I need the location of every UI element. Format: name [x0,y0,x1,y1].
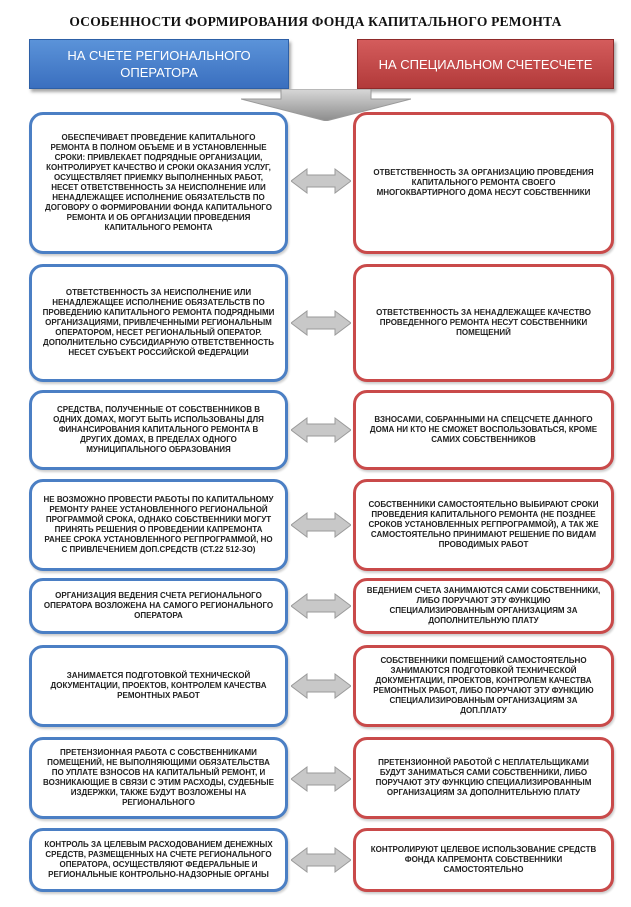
special-account-box-5: ВЕДЕНИЕМ СЧЕТА ЗАНИМАЮТСЯ САМИ СОБСТВЕННИКИ, ЛИБО ПОРУЧАЮТ ЭТУ ФУНКЦИЮ СПЕЦИАЛИЗИРОВАННЫМ ОРГАНИЗАЦИЯМ ЗА ДОПОЛНИТЕЛЬНУЮ ПЛАТУ [353,578,614,634]
double-arrow-icon [291,512,351,538]
regional-operator-box-4: НЕ ВОЗМОЖНО ПРОВЕСТИ РАБОТЫ ПО КАПИТАЛЬНОМУ РЕМОНТУ РАНЕЕ УСТАНОВЛЕННОГО РЕГИОНАЛЬНОЙ ПРОГРАММОЙ СРОКА, ОДНАКО СОБСТВЕННИКИ МОГУТ ПРИНЯТЬ РЕШЕНИЯ О ПРОВЕДЕНИИ КАПРЕМОНТА РАНЕЕ СРОКА УСТАНОВЛЕННОГО РЕГПРОГРАММОЙ, НО С ПРИВЛЕЧЕНИЕМ ДОП.СРЕДСТВ (СТ.22 512-ЗО) [29,479,288,571]
regional-operator-box-7: ПРЕТЕНЗИОННАЯ РАБОТА С СОБСТВЕННИКАМИ ПОМЕЩЕНИЙ, НЕ ВЫПОЛНЯЮЩИМИ ОБЯЗАТЕЛЬСТВА ПО УПЛАТЕ ВЗНОСОВ НА КАПИТАЛЬНЫЙ РЕМОНТ, И ВОЗНИКАЮЩИЕ В СВЯЗИ С ЭТИМ РАСХОДЫ, СУДЕБНЫЕ ИЗДЕРЖКИ, ТАКЖЕ БУДУТ ВОЗЛОЖЕНЫ НА РЕГИОНАЛЬНОГО [29,737,288,819]
special-account-box-1: ОТВЕТСТВЕННОСТЬ ЗА ОРГАНИЗАЦИЮ ПРОВЕДЕНИЯ КАПИТАЛЬНОГО РЕМОНТА СВОЕГО МНОГОКВАРТИРНОГО ДОМА НЕСУТ СОБСТВЕННИКИ [353,112,614,254]
double-arrow-icon [291,766,351,792]
regional-operator-box-2: ОТВЕТСТВЕННОСТЬ ЗА НЕИСПОЛНЕНИЕ ИЛИ НЕНАДЛЕЖАЩЕЕ ИСПОЛНЕНИЕ ОБЯЗАТЕЛЬСТВ ПО ПРОВЕДЕНИЮ КАПИТАЛЬНОГО РЕМОНТА ПОДРЯДНЫМИ ОРГАНИЗАЦИЯМИ, ПРИВЛЕЧЕННЫМИ РЕГИОНАЛЬНЫМ ОПЕРАТОРОМ, НЕСЕТ РЕГИОНАЛЬНЫЙ ОПЕРАТОР. ДОПОЛНИТЕЛЬНО СУБСИДИАРНУЮ ОТВЕТСТВЕННОСТЬ НЕСЕТ СУБЪЕКТ РОССИЙСКОЙ ФЕДЕРАЦИИ [29,264,288,382]
double-arrow-icon [291,593,351,619]
regional-operator-box-3: СРЕДСТВА, ПОЛУЧЕННЫЕ ОТ СОБСТВЕННИКОВ В ОДНИХ ДОМАХ, МОГУТ БЫТЬ ИСПОЛЬЗОВАНЫ ДЛЯ ФИНАНСИРОВАНИЯ КАПИТАЛЬНОГО РЕМОНТА В ДРУГИХ ДОМАХ, В ПРЕДЕЛАХ ОДНОГО МУНИЦИПАЛЬНОГО ОБРАЗОВАНИЯ [29,390,288,470]
double-arrow-icon [291,310,351,336]
double-arrow-icon [291,673,351,699]
regional-operator-box-5: ОРГАНИЗАЦИЯ ВЕДЕНИЯ СЧЕТА РЕГИОНАЛЬНОГО ОПЕРАТОРА ВОЗЛОЖЕНА НА САМОГО РЕГИОНАЛЬНОГО ОПЕРАТОРА [29,578,288,634]
page-title: ОСОБЕННОСТИ ФОРМИРОВАНИЯ ФОНДА КАПИТАЛЬНОГО РЕМОНТА [69,14,562,29]
special-account-box-4: СОБСТВЕННИКИ САМОСТОЯТЕЛЬНО ВЫБИРАЮТ СРОКИ ПРОВЕДЕНИЯ КАПИТАЛЬНОГО РЕМОНТА (НЕ ПОЗДНЕЕ СРОКОВ УСТАНОВЛЕННЫХ РЕГПРОГРАММОЙ), А ТАК ЖЕ САМОСТОЯТЕЛЬНО ПРИНИМАЮТ РЕШЕНИЕ ПО ВИДАМ ПРОВОДИМЫХ РАБОТ [353,479,614,571]
special-account-box-2: ОТВЕТСТВЕННОСТЬ ЗА НЕНАДЛЕЖАЩЕЕ КАЧЕСТВО ПРОВЕДЕННОГО РЕМОНТА НЕСУТ СОБСТВЕННИКИ ПОМЕЩЕНИЙ [353,264,614,382]
regional-operator-box-1: ОБЕСПЕЧИВАЕТ ПРОВЕДЕНИЕ КАПИТАЛЬНОГО РЕМОНТА В ПОЛНОМ ОБЪЕМЕ И В УСТАНОВЛЕННЫЕ СРОКИ: ПРИВЛЕКАЕТ ПОДРЯДНЫЕ ОРГАНИЗАЦИИ, КОНТРОЛИРУЕТ КАЧЕСТВО И СРОКИ ОКАЗАНИЯ УСЛУГ, ОСУЩЕСТВЛЯЕТ ПРИЕМКУ ВЫПОЛНЕННЫХ РАБОТ, НЕСЕТ ОТВЕТСТВЕННОСТЬ ЗА НЕИСПОЛНЕНИЕ ИЛИ НЕНАДЛЕЖАЩЕЕ ИСПОЛНЕНИЕ ОБЯЗАТЕЛЬСТВ ПО ДОГОВОРУ О ФОРМИРОВАНИИ ФОНДА КАПИТАЛЬНОГО РЕМОНТА И ОБ ОРГАНИЗАЦИИ ПРОВЕДЕНИЯ КАПИТАЛЬНОГО РЕМОНТА [29,112,288,254]
special-account-box-8: КОНТРОЛИРУЮТ ЦЕЛЕВОЕ ИСПОЛЬЗОВАНИЕ СРЕДСТВ ФОНДА КАПРЕМОНТА СОБСТВЕННИКИ САМОСТОЯТЕЛЬНО [353,828,614,892]
special-account-box-7: ПРЕТЕНЗИОННОЙ РАБОТОЙ С НЕПЛАТЕЛЬЩИКАМИ БУДУТ ЗАНИМАТЬСЯ САМИ СОБСТВЕННИКИ, ЛИБО ПОРУЧАЮТ ЭТУ ФУНКЦИЮ СПЕЦИАЛИЗИРОВАННЫМ ОРГАНИЗАЦИЯМ ЗА ДОПОЛНИТЕЛЬНУЮ ПЛАТУ [353,737,614,819]
double-arrow-icon [291,847,351,873]
double-arrow-icon [291,417,351,443]
double-arrow-icon [291,168,351,194]
regional-operator-box-8: КОНТРОЛЬ ЗА ЦЕЛЕВЫМ РАСХОДОВАНИЕМ ДЕНЕЖНЫХ СРЕДСТВ, РАЗМЕЩЕННЫХ НА СЧЕТЕ РЕГИОНАЛЬНОГО ОПЕРАТОРА, ОСУЩЕСТВЛЯЮТ ФЕДЕРАЛЬНЫЕ И РЕГИОНАЛЬНЫЕ КОНТРОЛЬНО-НАДЗОРНЫЕ ОРГАНЫ [29,828,288,892]
special-account-box-6: СОБСТВЕННИКИ ПОМЕЩЕНИЙ САМОСТОЯТЕЛЬНО ЗАНИМАЮТСЯ ПОДГОТОВКОЙ ТЕХНИЧЕСКОЙ ДОКУМЕНТАЦИИ, ПРОЕКТОВ, КОНТРОЛЕМ КАЧЕСТВА РЕМОНТНЫХ РАБОТ, ЛИБО ПОРУЧАЮТ ЭТУ ФУНКЦИЮ СПЕЦИАЛИЗИРОВАННЫМ ОРГАНИЗАЦИЯМ ЗА ДОП.ПЛАТУ [353,645,614,727]
header-special-account: НА СПЕЦИАЛЬНОМ СЧЕТЕСЧЕТЕ [357,39,614,89]
special-account-box-3: ВЗНОСАМИ, СОБРАННЫМИ НА СПЕЦСЧЕТЕ ДАННОГО ДОМА НИ КТО НЕ СМОЖЕТ ВОСПОЛЬЗОВАТЬСЯ, КРОМЕ САМИХ СОБСТВЕННИКОВ [353,390,614,470]
regional-operator-box-6: ЗАНИМАЕТСЯ ПОДГОТОВКОЙ ТЕХНИЧЕСКОЙ ДОКУМЕНТАЦИИ, ПРОЕКТОВ, КОНТРОЛЕМ КАЧЕСТВА РЕМОНТНЫХ РАБОТ [29,645,288,727]
header-regional-operator: НА СЧЕТЕ РЕГИОНАЛЬНОГО ОПЕРАТОРА [29,39,289,89]
